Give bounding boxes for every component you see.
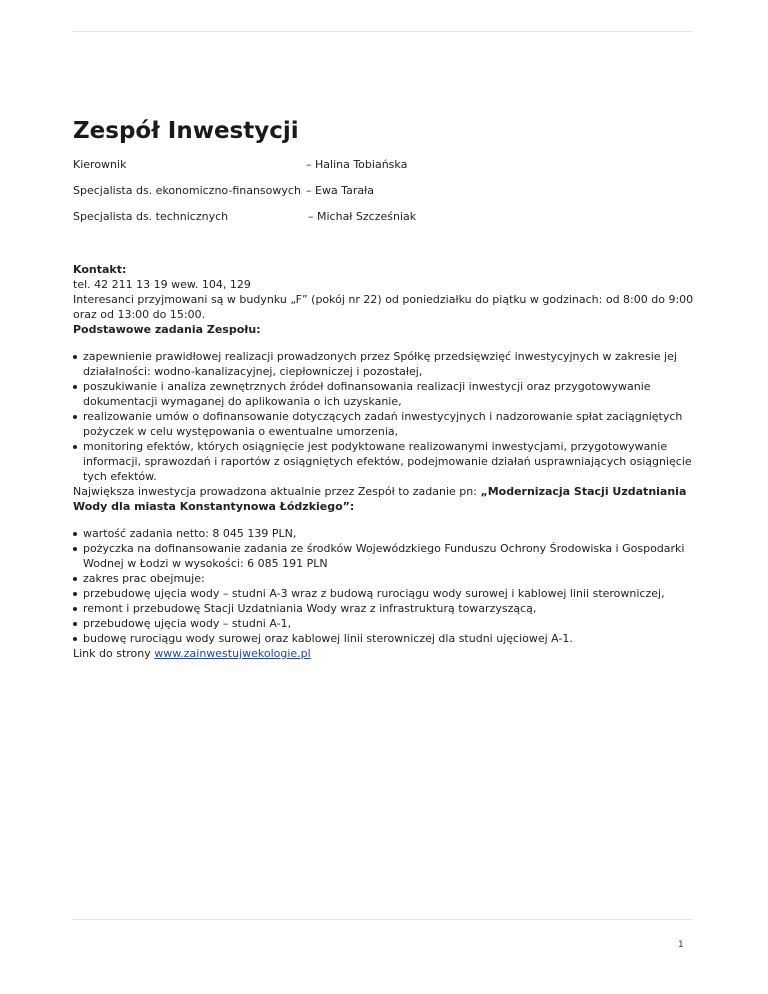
list-item: pożyczka na dofinansowanie zadania ze środków Wojewódzkiego Funduszu Ochrony Środowiska i Gospodarki Wodnej w Łodzi w wysokości: 6 085 191 PLN — [73, 541, 698, 571]
staff-row — [73, 210, 693, 236]
list-item: przebudowę ujęcia wody – studni A-1, — [73, 616, 698, 631]
staff-role: Specjalista ds. technicznych — [73, 210, 229, 223]
staff-name: – Ewa Tarała — [306, 184, 374, 197]
list-item: monitoring efektów, których osiągnięcie jest podyktowane realizowanymi inwestycjami, przygotowywanie informacji, sprawozdań i raportów z osiągniętych efektów, podejmowanie działań usprawniających osiągnięcie tych efektów. — [73, 439, 698, 484]
website-link[interactable]: www.zainwestujwekologie.pl — [154, 647, 311, 660]
page-title: Zespół Inwestycji — [73, 118, 299, 144]
list-item: zakres prac obejmuje: — [73, 571, 698, 586]
investment-list — [73, 526, 698, 646]
staff-row — [73, 184, 693, 210]
tasks-heading: Podstawowe zadania Zespołu: — [73, 323, 261, 336]
contact-phone: tel. 42 211 13 19 wew. 104, 129 — [73, 278, 251, 291]
top-divider — [73, 31, 693, 32]
website-prefix: Link do strony — [73, 647, 155, 660]
staff-name: – Michał Szcześniak — [308, 210, 417, 223]
list-item: realizowanie umów o dofinansowanie dotyczących zadań inwestycyjnych i nadzorowanie spłat zaciągniętych pożyczek w celu występowania o ewentualne umorzenia, — [73, 409, 698, 439]
investment-name: „Modernizacja Stacji Uzdatniania Wody dla miasta Konstantynowa Łódzkiego”: — [73, 485, 687, 513]
document-body — [73, 262, 698, 661]
list-item: budowę rurociągu wody surowej oraz kablowej linii sterowniczej dla studni ujęciowej A-1. — [73, 631, 698, 646]
contact-heading: Kontakt: — [73, 263, 127, 276]
page-number: 1 — [678, 940, 684, 950]
list-item: wartość zadania netto: 8 045 139 PLN, — [73, 526, 698, 541]
website-line — [73, 646, 698, 661]
staff-list — [73, 158, 693, 236]
staff-role: Kierownik — [73, 158, 127, 171]
contact-hours: Interesanci przyjmowani są w budynku „F” (pokój nr 22) od poniedziałku do piątku w godzinach: od 8:00 do 9:00 oraz od 13:00 do 15:00. — [73, 293, 694, 321]
list-item: przebudowę ujęcia wody – studni A-3 wraz z budową rurociągu wody surowej i kablowej linii sterowniczej, — [73, 586, 698, 601]
tasks-list — [73, 349, 698, 484]
staff-role: Specjalista ds. ekonomiczno-finansowych — [73, 184, 301, 197]
staff-row — [73, 158, 693, 184]
list-item: remont i przebudowę Stacji Uzdatniania Wody wraz z infrastrukturą towarzyszącą, — [73, 601, 698, 616]
list-item: poszukiwanie i analiza zewnętrznych źródeł dofinansowania realizacji inwestycji oraz przygotowywanie dokumentacji wymaganej do aplikowania o ich uzyskanie, — [73, 379, 698, 409]
staff-name: – Halina Tobiańska — [306, 158, 408, 171]
list-item: zapewnienie prawidłowej realizacji prowadzonych przez Spółkę przedsięwzięć inwestycyjnych w zakresie jej działalności: wodno-kanalizacyjnej, ciepłowniczej i pozostałej, — [73, 349, 698, 379]
investment-intro — [73, 484, 698, 514]
investment-intro-text: Największa inwestycja prowadzona aktualnie przez Zespół to zadanie pn: — [73, 485, 481, 498]
bottom-divider — [73, 919, 693, 920]
